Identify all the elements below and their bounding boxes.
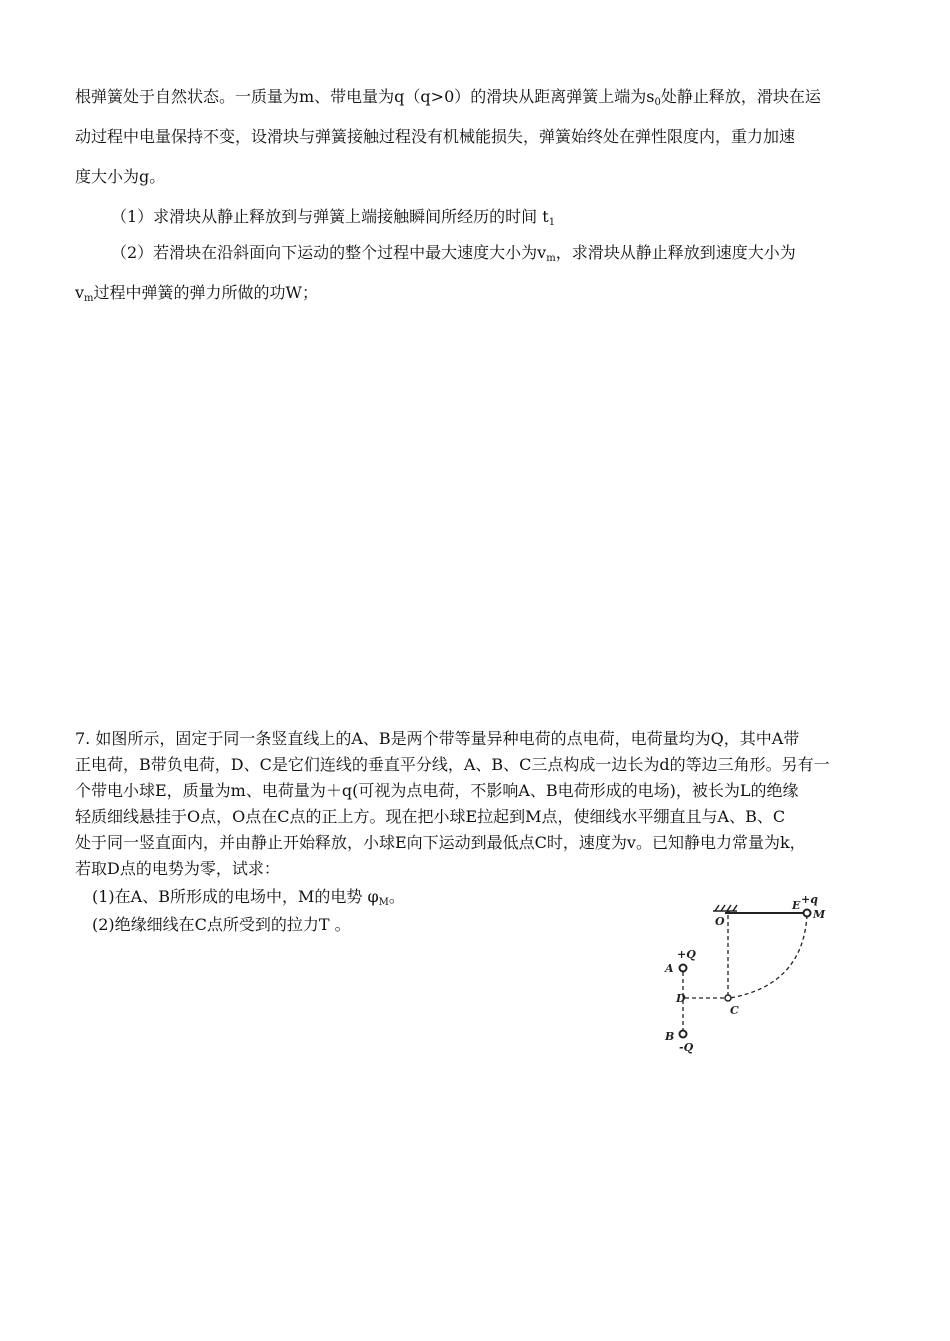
label-plus-big-q: +Q — [677, 948, 696, 961]
problem7-question1: (1)在A、B所形成的电场中，M的电势 $\varphi_M$。 — [92, 887, 405, 908]
problem7-question2: (2)绝缘细线在C点所受到的拉力T 。 — [92, 915, 351, 934]
charge-b — [680, 1031, 687, 1038]
problem6-line3: 度大小为g。 — [75, 167, 166, 186]
problem6-question2-cont: $v_m$过程中弹簧的弹力所做的功W； — [75, 283, 318, 304]
charge-a — [680, 965, 687, 972]
label-m: M — [813, 908, 826, 921]
problem7-line6: 若取D点的电势为零，试求： — [75, 859, 280, 878]
problem6-line1: 根弹簧处于自然状态。一质量为m、带电量为q（q>0）的滑块从距离弹簧上端为$s_0$处静止释放，滑块在运 — [75, 87, 821, 108]
problem7-line3: 个带电小球E，质量为m、电荷量为＋q(可视为点电荷，不影响A、B电荷形成的电场)，被长为L的绝缘 — [75, 781, 799, 800]
point-o — [727, 911, 730, 914]
label-plus-q-small: +q — [801, 893, 818, 906]
label-d: D — [676, 992, 686, 1005]
problem7-line1: 7. 如图所示，固定于同一条竖直线上的A、B是两个带等量异种电荷的点电荷，电荷量均为Q，其中A带 — [75, 729, 800, 748]
point-c — [725, 995, 731, 1001]
label-c: C — [730, 1004, 739, 1017]
label-minus-q: -Q — [679, 1041, 694, 1054]
pendulum-charge-diagram — [655, 890, 855, 1060]
ball-e-at-m — [804, 910, 811, 917]
problem6-question2: （2）若滑块在沿斜面向下运动的整个过程中最大速度大小为$v_m$，求滑块从静止释放到速度大小为 — [111, 243, 796, 264]
label-a: A — [665, 962, 674, 975]
label-e: E — [792, 899, 801, 912]
problem6-line2: 动过程中电量保持不变，设滑块与弹簧接触过程没有机械能损失，弹簧始终处在弹性限度内，重力加速 — [75, 127, 796, 146]
problem7-line5: 处于同一竖直面内，并由静止开始释放，小球E向下运动到最低点C时，速度为v。已知静电力常量为k， — [75, 833, 806, 852]
problem7-line4: 轻质细线悬挂于O点，O点在C点的正上方。现在把小球E拉起到M点，使细线水平绷直且与A、B、C — [75, 807, 786, 826]
label-o: O — [715, 915, 725, 928]
problem7-line2: 正电荷，B带负电荷，D、C是它们连线的垂直平分线，A、B、C三点构成一边长为d的等边三角形。另有一 — [75, 755, 830, 774]
label-b: B — [665, 1030, 675, 1043]
ceiling-support — [713, 905, 737, 911]
swing-arc — [730, 915, 807, 998]
problem6-question1: （1）求滑块从静止释放到与弹簧上端接触瞬间所经历的时间 $t_1$ — [111, 207, 556, 228]
